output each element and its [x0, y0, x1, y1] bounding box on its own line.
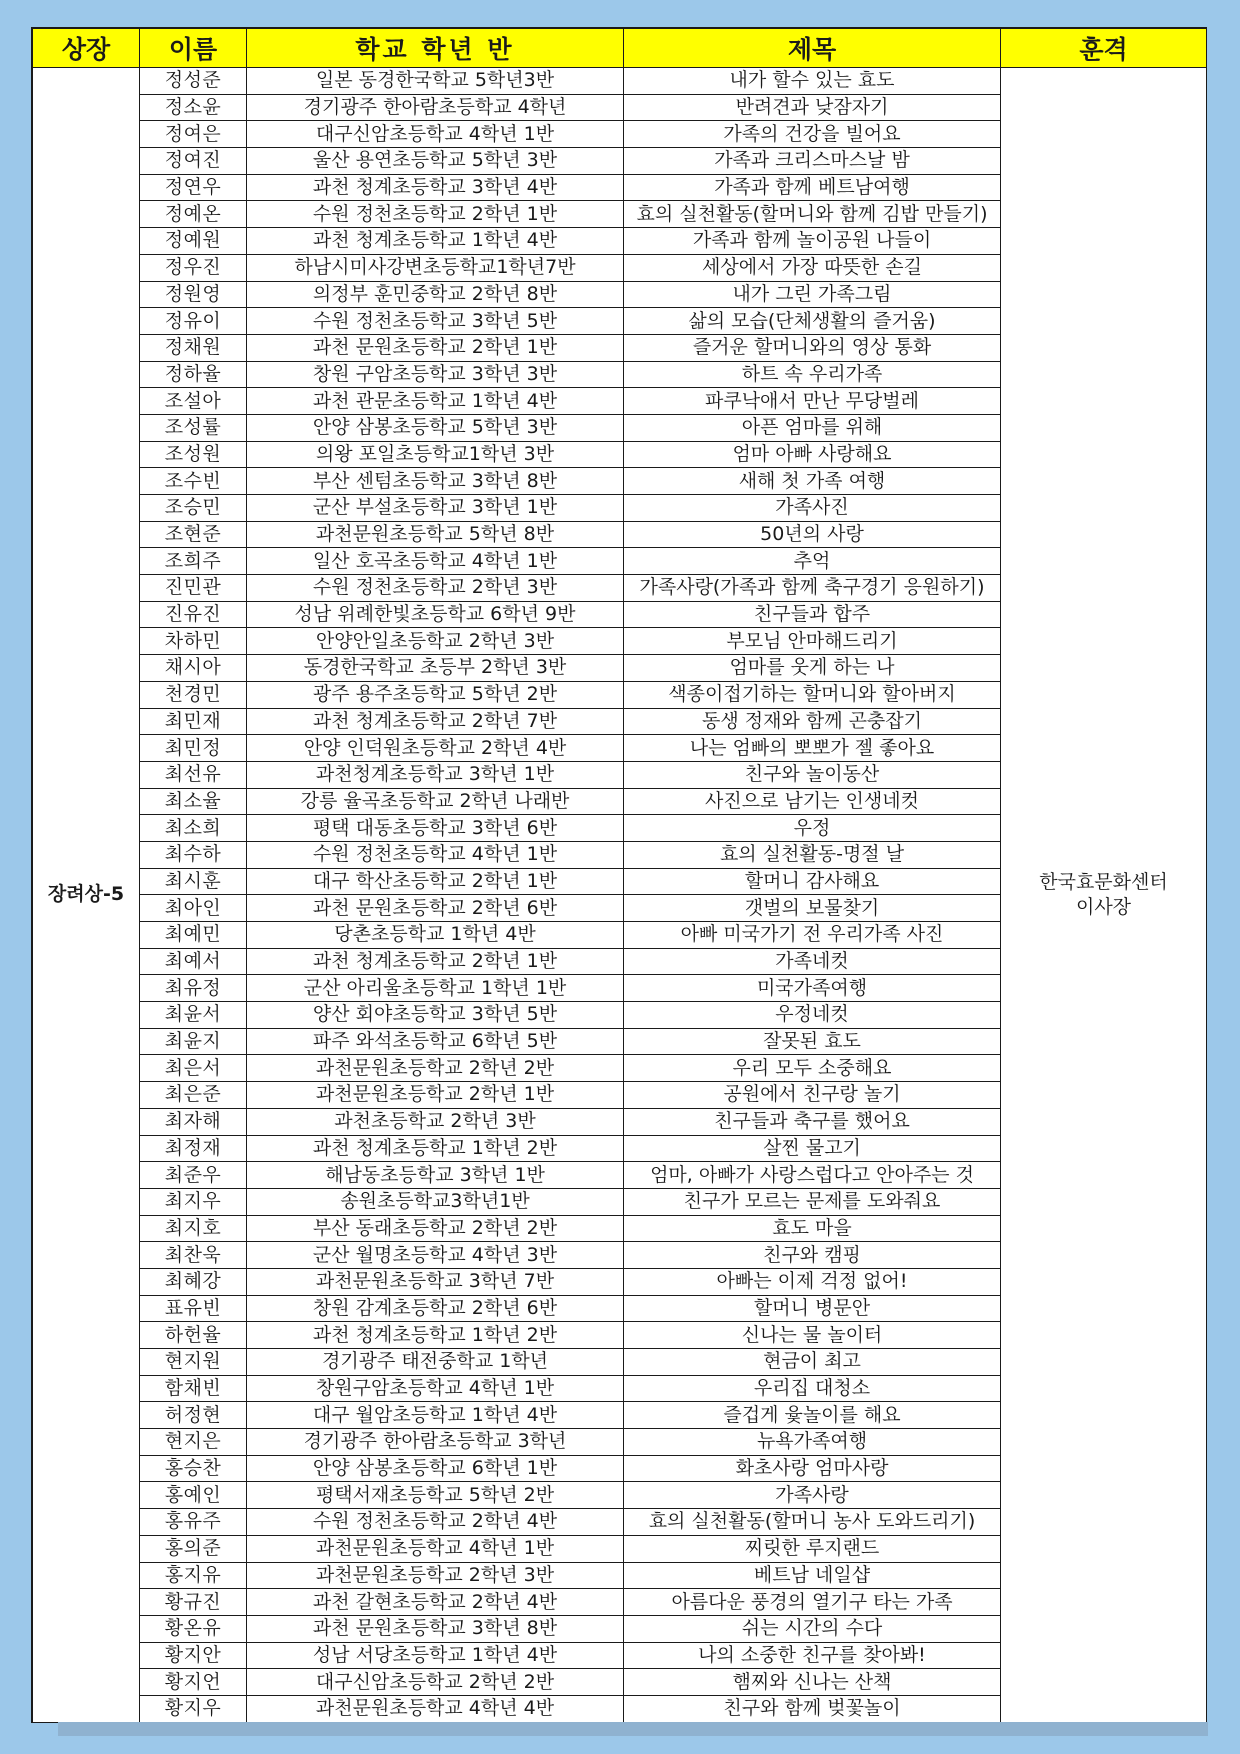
artwork-title-cell: 가족과 함께 베트남여행 — [624, 174, 1001, 201]
school-grade-class-cell: 창원 감계초등학교 2학년 6반 — [247, 1295, 624, 1322]
award-giver-role: 이사장 — [1075, 895, 1132, 918]
artwork-title-cell: 친구와 캠핑 — [624, 1242, 1001, 1269]
school-grade-class-cell: 의왕 포일초등학교1학년 3반 — [247, 441, 624, 468]
school-grade-class-cell: 과천초등학교 2학년 3반 — [247, 1108, 624, 1135]
student-name-cell: 최은준 — [140, 1082, 247, 1109]
artwork-title-cell: 살찐 물고기 — [624, 1135, 1001, 1162]
student-name-cell: 홍승찬 — [140, 1455, 247, 1482]
school-grade-class-cell: 과천 청계초등학교 2학년 1반 — [247, 948, 624, 975]
school-grade-class-cell: 창원구암초등학교 4학년 1반 — [247, 1375, 624, 1402]
school-grade-class-cell: 해남동초등학교 3학년 1반 — [247, 1162, 624, 1189]
school-grade-class-cell: 대구 학산초등학교 2학년 1반 — [247, 868, 624, 895]
school-grade-class-cell: 과천문원초등학교 5학년 8반 — [247, 521, 624, 548]
artwork-title-cell: 가족과 함께 놀이공원 나들이 — [624, 228, 1001, 255]
artwork-title-cell: 하트 속 우리가족 — [624, 361, 1001, 388]
student-name-cell: 홍지유 — [140, 1562, 247, 1589]
school-grade-class-cell: 수원 정천초등학교 4학년 1반 — [247, 841, 624, 868]
student-name-cell: 황지안 — [140, 1642, 247, 1669]
artwork-title-cell: 새해 첫 가족 여행 — [624, 468, 1001, 495]
artwork-title-cell: 엄마 아빠 사랑해요 — [624, 441, 1001, 468]
artwork-title-cell: 50년의 사랑 — [624, 521, 1001, 548]
school-grade-class-cell: 과천문원초등학교 3학년 7반 — [247, 1268, 624, 1295]
artwork-title-cell: 부모님 안마해드리기 — [624, 628, 1001, 655]
artwork-title-cell: 효도 마을 — [624, 1215, 1001, 1242]
school-grade-class-cell: 안양 인덕원초등학교 2학년 4반 — [247, 735, 624, 762]
student-name-cell: 황규진 — [140, 1589, 247, 1616]
artwork-title-cell: 아픈 엄마를 위해 — [624, 414, 1001, 441]
school-grade-class-cell: 광주 용주초등학교 5학년 2반 — [247, 681, 624, 708]
school-grade-class-cell: 과천 문원초등학교 2학년 1반 — [247, 334, 624, 361]
student-name-cell: 함채빈 — [140, 1375, 247, 1402]
school-grade-class-cell: 과천문원초등학교 2학년 2반 — [247, 1055, 624, 1082]
artwork-title-cell: 엄마, 아빠가 사랑스럽다고 안아주는 것 — [624, 1162, 1001, 1189]
student-name-cell: 최수하 — [140, 841, 247, 868]
student-name-cell: 최민재 — [140, 708, 247, 735]
school-grade-class-cell: 군산 아리울초등학교 1학년 1반 — [247, 975, 624, 1002]
artwork-title-cell: 화초사랑 엄마사랑 — [624, 1455, 1001, 1482]
artwork-title-cell: 갯벌의 보물찾기 — [624, 895, 1001, 922]
artwork-title-cell: 미국가족여행 — [624, 975, 1001, 1002]
award-category-cell: 장려상-5 — [33, 68, 140, 1723]
artwork-title-cell: 삶의 모습(단체생활의 즐거움) — [624, 308, 1001, 335]
student-name-cell: 정유이 — [140, 308, 247, 335]
student-name-cell: 정소윤 — [140, 94, 247, 121]
student-name-cell: 최혜강 — [140, 1268, 247, 1295]
student-name-cell: 최정재 — [140, 1135, 247, 1162]
student-name-cell: 최예서 — [140, 948, 247, 975]
school-grade-class-cell: 파주 와석초등학교 6학년 5반 — [247, 1028, 624, 1055]
student-name-cell: 조승민 — [140, 495, 247, 522]
school-grade-class-cell: 양산 회야초등학교 3학년 5반 — [247, 1002, 624, 1029]
artwork-title-cell: 친구들과 합주 — [624, 601, 1001, 628]
artwork-title-cell: 추억 — [624, 548, 1001, 575]
student-name-cell: 최자해 — [140, 1108, 247, 1135]
artwork-title-cell: 현금이 최고 — [624, 1349, 1001, 1376]
award-giver-cell — [1001, 68, 1207, 1723]
student-name-cell: 최윤지 — [140, 1028, 247, 1055]
student-name-cell: 정여은 — [140, 121, 247, 148]
artwork-title-cell: 우리 모두 소중해요 — [624, 1055, 1001, 1082]
school-grade-class-cell: 대구신암초등학교 2학년 2반 — [247, 1669, 624, 1696]
student-name-cell: 진유진 — [140, 601, 247, 628]
school-grade-class-cell: 수원 정천초등학교 3학년 5반 — [247, 308, 624, 335]
school-grade-class-cell: 부산 센텀초등학교 3학년 8반 — [247, 468, 624, 495]
school-grade-class-cell: 동경한국학교 초등부 2학년 3반 — [247, 655, 624, 682]
student-name-cell: 최유정 — [140, 975, 247, 1002]
artwork-title-cell: 아빠는 이제 걱정 없어! — [624, 1268, 1001, 1295]
student-name-cell: 조수빈 — [140, 468, 247, 495]
school-grade-class-cell: 안양안일초등학교 2학년 3반 — [247, 628, 624, 655]
school-grade-class-cell: 과천 문원초등학교 3학년 8반 — [247, 1615, 624, 1642]
student-name-cell: 정연우 — [140, 174, 247, 201]
artwork-title-cell: 아름다운 풍경의 열기구 타는 가족 — [624, 1589, 1001, 1616]
school-grade-class-cell: 강릉 율곡초등학교 2학년 나래반 — [247, 788, 624, 815]
artwork-title-cell: 효의 실천활동(할머니와 함께 김밥 만들기) — [624, 201, 1001, 228]
student-name-cell: 정하율 — [140, 361, 247, 388]
artwork-title-cell: 우정네컷 — [624, 1002, 1001, 1029]
student-name-cell: 최윤서 — [140, 1002, 247, 1029]
school-grade-class-cell: 당촌초등학교 1학년 4반 — [247, 922, 624, 949]
school-grade-class-cell: 울산 용연초등학교 5학년 3반 — [247, 148, 624, 175]
artwork-title-cell: 나는 엄빠의 뽀뽀가 젤 좋아요 — [624, 735, 1001, 762]
artwork-title-cell: 가족의 건강을 빌어요 — [624, 121, 1001, 148]
school-grade-class-cell: 과천 갈현초등학교 2학년 4반 — [247, 1589, 624, 1616]
student-name-cell: 최예민 — [140, 922, 247, 949]
header-lesson: 훈격 — [1001, 29, 1207, 68]
artwork-title-cell: 친구가 모르는 문제를 도와줘요 — [624, 1188, 1001, 1215]
artwork-title-cell: 가족사랑 — [624, 1482, 1001, 1509]
artwork-title-cell: 세상에서 가장 따뜻한 손길 — [624, 254, 1001, 281]
school-grade-class-cell: 송원초등학교3학년1반 — [247, 1188, 624, 1215]
student-name-cell: 최준우 — [140, 1162, 247, 1189]
artwork-title-cell: 즐겁게 윷놀이를 해요 — [624, 1402, 1001, 1429]
header-award: 상장 — [33, 29, 140, 68]
school-grade-class-cell: 창원 구암초등학교 3학년 3반 — [247, 361, 624, 388]
table-body — [33, 68, 1207, 1723]
student-name-cell: 최시훈 — [140, 868, 247, 895]
school-grade-class-cell: 과천 청계초등학교 2학년 7반 — [247, 708, 624, 735]
student-name-cell: 정예원 — [140, 228, 247, 255]
student-name-cell: 최찬욱 — [140, 1242, 247, 1269]
header-name: 이름 — [140, 29, 247, 68]
school-grade-class-cell: 부산 동래초등학교 2학년 2반 — [247, 1215, 624, 1242]
school-grade-class-cell: 과천문원초등학교 4학년 1반 — [247, 1535, 624, 1562]
school-grade-class-cell: 의정부 훈민중학교 2학년 8반 — [247, 281, 624, 308]
student-name-cell: 정채원 — [140, 334, 247, 361]
school-grade-class-cell: 평택 대동초등학교 3학년 6반 — [247, 815, 624, 842]
student-name-cell: 채시아 — [140, 655, 247, 682]
artwork-title-cell: 신나는 물 놀이터 — [624, 1322, 1001, 1349]
school-grade-class-cell: 과천청계초등학교 3학년 1반 — [247, 761, 624, 788]
school-grade-class-cell: 경기광주 태전중학교 1학년 — [247, 1349, 624, 1376]
artwork-title-cell: 공원에서 친구랑 놀기 — [624, 1082, 1001, 1109]
school-grade-class-cell: 과천 청계초등학교 1학년 2반 — [247, 1322, 624, 1349]
school-grade-class-cell: 수원 정천초등학교 2학년 4반 — [247, 1509, 624, 1536]
student-name-cell: 조성원 — [140, 441, 247, 468]
school-grade-class-cell: 대구신암초등학교 4학년 1반 — [247, 121, 624, 148]
artwork-title-cell: 찌릿한 루지랜드 — [624, 1535, 1001, 1562]
artwork-title-cell: 나의 소중한 친구를 찾아봐! — [624, 1642, 1001, 1669]
artwork-title-cell: 할머니 감사해요 — [624, 868, 1001, 895]
school-grade-class-cell: 경기광주 한아람초등학교 4학년 — [247, 94, 624, 121]
student-name-cell: 최지우 — [140, 1188, 247, 1215]
artwork-title-cell: 효의 실천활동-명절 날 — [624, 841, 1001, 868]
student-name-cell: 황지우 — [140, 1695, 247, 1722]
school-grade-class-cell: 일산 호곡초등학교 4학년 1반 — [247, 548, 624, 575]
school-grade-class-cell: 과천 청계초등학교 1학년 2반 — [247, 1135, 624, 1162]
table-header-row — [33, 29, 1207, 68]
school-grade-class-cell: 과천 청계초등학교 1학년 4반 — [247, 228, 624, 255]
header-school: 학교 학년 반 — [247, 29, 624, 68]
artwork-title-cell: 가족사진 — [624, 495, 1001, 522]
student-name-cell: 홍예인 — [140, 1482, 247, 1509]
student-name-cell: 홍의준 — [140, 1535, 247, 1562]
student-name-cell: 정원영 — [140, 281, 247, 308]
artwork-title-cell: 할머니 병문안 — [624, 1295, 1001, 1322]
school-grade-class-cell: 평택서재초등학교 5학년 2반 — [247, 1482, 624, 1509]
award-giver-org: 한국효문화센터 — [1039, 870, 1168, 893]
school-grade-class-cell: 과천 청계초등학교 3학년 4반 — [247, 174, 624, 201]
artwork-title-cell: 뉴욕가족여행 — [624, 1429, 1001, 1456]
student-name-cell: 천경민 — [140, 681, 247, 708]
artwork-title-cell: 베트남 네일샵 — [624, 1562, 1001, 1589]
student-name-cell: 최은서 — [140, 1055, 247, 1082]
artwork-title-cell: 가족과 크리스마스날 밤 — [624, 148, 1001, 175]
artwork-title-cell: 내가 할수 있는 효도 — [624, 68, 1001, 95]
student-name-cell: 조희주 — [140, 548, 247, 575]
artwork-title-cell: 내가 그린 가족그림 — [624, 281, 1001, 308]
artwork-title-cell: 엄마를 웃게 하는 나 — [624, 655, 1001, 682]
artwork-title-cell: 쉬는 시간의 수다 — [624, 1615, 1001, 1642]
school-grade-class-cell: 경기광주 한아람초등학교 3학년 — [247, 1429, 624, 1456]
artwork-title-cell: 친구와 놀이동산 — [624, 761, 1001, 788]
artwork-title-cell: 잘못된 효도 — [624, 1028, 1001, 1055]
student-name-cell: 최아인 — [140, 895, 247, 922]
artwork-title-cell: 반려견과 낮잠자기 — [624, 94, 1001, 121]
student-name-cell: 현지은 — [140, 1429, 247, 1456]
school-grade-class-cell: 과천문원초등학교 2학년 3반 — [247, 1562, 624, 1589]
student-name-cell: 허정현 — [140, 1402, 247, 1429]
student-name-cell: 현지원 — [140, 1349, 247, 1376]
school-grade-class-cell: 일본 동경한국학교 5학년3반 — [247, 68, 624, 95]
student-name-cell: 진민관 — [140, 575, 247, 602]
artwork-title-cell: 사진으로 남기는 인생네컷 — [624, 788, 1001, 815]
artwork-title-cell: 가족네컷 — [624, 948, 1001, 975]
student-name-cell: 하헌율 — [140, 1322, 247, 1349]
student-name-cell: 정우진 — [140, 254, 247, 281]
page-shadow — [58, 1722, 1208, 1736]
student-name-cell: 최소희 — [140, 815, 247, 842]
artwork-title-cell: 우리집 대청소 — [624, 1375, 1001, 1402]
school-grade-class-cell: 안양 삼봉초등학교 6학년 1반 — [247, 1455, 624, 1482]
student-name-cell: 홍유주 — [140, 1509, 247, 1536]
school-grade-class-cell: 안양 삼봉초등학교 5학년 3반 — [247, 414, 624, 441]
student-name-cell: 조성률 — [140, 414, 247, 441]
school-grade-class-cell: 하남시미사강변초등학교1학년7반 — [247, 254, 624, 281]
artwork-title-cell: 가족사랑(가족과 함께 축구경기 응원하기) — [624, 575, 1001, 602]
school-grade-class-cell: 성남 서당초등학교 1학년 4반 — [247, 1642, 624, 1669]
artwork-title-cell: 우정 — [624, 815, 1001, 842]
student-name-cell: 정예온 — [140, 201, 247, 228]
school-grade-class-cell: 수원 정천초등학교 2학년 3반 — [247, 575, 624, 602]
school-grade-class-cell: 군산 부설초등학교 3학년 1반 — [247, 495, 624, 522]
award-list-table — [32, 28, 1207, 1723]
student-name-cell: 최소율 — [140, 788, 247, 815]
artwork-title-cell: 친구와 함께 벚꽃놀이 — [624, 1695, 1001, 1722]
school-grade-class-cell: 군산 월명초등학교 4학년 3반 — [247, 1242, 624, 1269]
artwork-title-cell: 친구들과 축구를 했어요 — [624, 1108, 1001, 1135]
artwork-title-cell: 햄찌와 신나는 산책 — [624, 1669, 1001, 1696]
student-name-cell: 황지언 — [140, 1669, 247, 1696]
artwork-title-cell: 파쿠낙애서 만난 무당벌레 — [624, 388, 1001, 415]
artwork-title-cell: 즐거운 할머니와의 영상 통화 — [624, 334, 1001, 361]
student-name-cell: 차하민 — [140, 628, 247, 655]
school-grade-class-cell: 수원 정천초등학교 2학년 1반 — [247, 201, 624, 228]
school-grade-class-cell: 과천문원초등학교 4학년 4반 — [247, 1695, 624, 1722]
student-name-cell: 조설아 — [140, 388, 247, 415]
school-grade-class-cell: 과천 관문초등학교 1학년 4반 — [247, 388, 624, 415]
student-name-cell: 황온유 — [140, 1615, 247, 1642]
artwork-title-cell: 동생 정재와 함께 곤충잡기 — [624, 708, 1001, 735]
student-name-cell: 표유빈 — [140, 1295, 247, 1322]
school-grade-class-cell: 과천 문원초등학교 2학년 6반 — [247, 895, 624, 922]
student-name-cell: 최민정 — [140, 735, 247, 762]
student-name-cell: 최선유 — [140, 761, 247, 788]
artwork-title-cell: 아빠 미국가기 전 우리가족 사진 — [624, 922, 1001, 949]
table-row — [33, 68, 1207, 95]
student-name-cell: 최지호 — [140, 1215, 247, 1242]
student-name-cell: 조현준 — [140, 521, 247, 548]
artwork-title-cell: 색종이접기하는 할머니와 할아버지 — [624, 681, 1001, 708]
student-name-cell: 정성준 — [140, 68, 247, 95]
school-grade-class-cell: 대구 월암초등학교 1학년 4반 — [247, 1402, 624, 1429]
header-title: 제목 — [624, 29, 1001, 68]
school-grade-class-cell: 성남 위례한빛초등학교 6학년 9반 — [247, 601, 624, 628]
artwork-title-cell: 효의 실천활동(할머니 농사 도와드리기) — [624, 1509, 1001, 1536]
student-name-cell: 정여진 — [140, 148, 247, 175]
school-grade-class-cell: 과천문원초등학교 2학년 1반 — [247, 1082, 624, 1109]
